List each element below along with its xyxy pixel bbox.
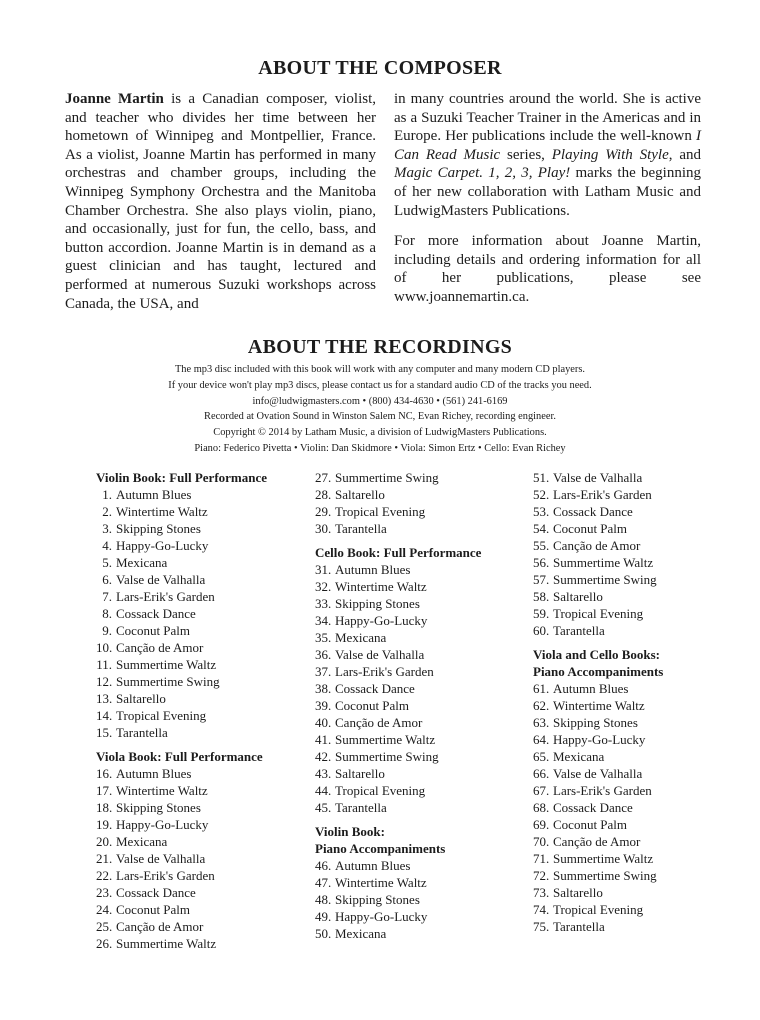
track-number: 50. — [315, 926, 332, 941]
track-number: 14. — [96, 708, 113, 723]
track-item — [96, 724, 296, 741]
track-title: Mexicana — [116, 834, 168, 849]
track-number: 17. — [96, 783, 113, 798]
track-number: 12. — [96, 674, 113, 689]
track-title: Tarantella — [553, 623, 605, 638]
track-title: Tarantella — [335, 800, 387, 815]
track-title: Autumn Blues — [553, 681, 629, 696]
composer-bio-left — [65, 90, 376, 313]
track-number: 23. — [96, 885, 113, 900]
track-number: 8. — [102, 606, 112, 621]
track-item — [533, 867, 733, 884]
track-item — [533, 605, 733, 622]
track-title: Tarantella — [553, 919, 605, 934]
track-title: Coconut Palm — [553, 817, 628, 832]
track-item — [96, 901, 296, 918]
track-title: Wintertime Waltz — [116, 783, 208, 798]
track-number: 71. — [533, 851, 550, 866]
track-item — [315, 782, 515, 799]
track-title: Canção de Amor — [116, 640, 204, 655]
track-number: 9. — [102, 623, 112, 638]
track-title: Saltarello — [553, 885, 603, 900]
track-item — [96, 537, 296, 554]
track-number: 32. — [315, 579, 332, 594]
recording-credits — [0, 409, 760, 457]
track-item — [315, 731, 515, 748]
section-title: Piano Accompaniments — [533, 664, 664, 679]
track-item — [315, 748, 515, 765]
track-title: Skipping Stones — [116, 800, 201, 815]
track-number: 43. — [315, 766, 332, 781]
track-item — [315, 663, 515, 680]
track-number: 37. — [315, 664, 332, 679]
track-item — [533, 799, 733, 816]
track-item — [533, 469, 733, 486]
bio-text-b: series, — [500, 146, 552, 163]
track-title: Saltarello — [335, 766, 385, 781]
track-item — [96, 918, 296, 935]
track-item — [96, 765, 296, 782]
track-number: 42. — [315, 749, 332, 764]
disc-note-1: The mp3 disc included with this book will work with any computer and many modern CD players. — [174, 364, 586, 375]
track-title: Summertime Waltz — [116, 657, 217, 672]
track-title: Skipping Stones — [116, 521, 201, 536]
track-title: Saltarello — [553, 589, 603, 604]
track-number: 26. — [96, 936, 113, 951]
track-item — [96, 520, 296, 537]
bio-text-c: , and — [668, 146, 702, 163]
track-item — [315, 646, 515, 663]
track-item — [96, 588, 296, 605]
track-item — [315, 857, 515, 874]
track-number: 35. — [315, 630, 332, 645]
track-title: Tarantella — [335, 521, 387, 536]
track-item — [533, 816, 733, 833]
track-number: 19. — [96, 817, 113, 832]
track-number: 5. — [102, 555, 112, 570]
track-item — [533, 918, 733, 935]
composer-bio-continued — [394, 90, 701, 220]
track-title: Wintertime Waltz — [335, 875, 427, 890]
track-title: Valse de Valhalla — [553, 470, 643, 485]
track-item — [96, 605, 296, 622]
track-item — [533, 622, 733, 639]
track-title: Summertime Waltz — [553, 851, 654, 866]
composer-heading: ABOUT THE COMPOSER — [258, 57, 502, 79]
track-item — [96, 782, 296, 799]
track-number: 60. — [533, 623, 550, 638]
track-title: Autumn Blues — [335, 562, 411, 577]
track-number: 69. — [533, 817, 550, 832]
credit-line-3: Piano: Federico Pivetta • Violin: Dan Skidmore • Viola: Simon Ertz • Cello: Evan Richey — [194, 443, 566, 454]
section-title: Viola Book: Full Performance — [96, 749, 263, 764]
track-title: Wintertime Waltz — [335, 579, 427, 594]
track-item — [96, 656, 296, 673]
track-item — [315, 561, 515, 578]
track-number: 34. — [315, 613, 332, 628]
track-title: Autumn Blues — [116, 766, 192, 781]
track-number: 1. — [102, 487, 112, 502]
track-title: Valse de Valhalla — [335, 647, 425, 662]
track-item — [315, 595, 515, 612]
track-item — [96, 639, 296, 656]
track-title: Tropical Evening — [335, 783, 426, 798]
track-title: Cossack Dance — [335, 681, 415, 696]
bio-text-a: in many countries around the world. She is active as a Suzuki Teacher Trainer in the Americas and in Europe. Her publications include the well-known — [394, 91, 701, 145]
track-title: Lars-Erik's Garden — [335, 664, 434, 679]
track-number: 56. — [533, 555, 550, 570]
track-item — [533, 833, 733, 850]
track-section — [315, 469, 515, 537]
track-item — [315, 503, 515, 520]
track-item — [533, 537, 733, 554]
track-section — [533, 646, 733, 935]
track-number: 51. — [533, 470, 550, 485]
track-title: Valse de Valhalla — [116, 572, 206, 587]
track-title: Coconut Palm — [116, 623, 191, 638]
track-item — [96, 486, 296, 503]
track-number: 4. — [102, 538, 112, 553]
track-title: Autumn Blues — [116, 487, 192, 502]
track-section — [96, 748, 296, 952]
track-title: Summertime Waltz — [335, 732, 436, 747]
track-item — [315, 469, 515, 486]
track-item — [533, 486, 733, 503]
track-title: Skipping Stones — [335, 596, 420, 611]
track-item — [533, 503, 733, 520]
track-number: 49. — [315, 909, 332, 924]
track-title: Canção de Amor — [335, 715, 423, 730]
composer-more-info: For more information about Joanne Martin, including details and ordering information for all of her publications, please see www.joannemartin.ca. — [394, 233, 701, 305]
track-number: 44. — [315, 783, 332, 798]
track-item — [533, 884, 733, 901]
track-title: Summertime Swing — [553, 572, 657, 587]
track-item — [533, 782, 733, 799]
composer-name: Joanne Martin — [65, 91, 164, 107]
track-item — [315, 680, 515, 697]
track-number: 74. — [533, 902, 550, 917]
track-number: 73. — [533, 885, 550, 900]
track-number: 3. — [102, 521, 112, 536]
track-title: Autumn Blues — [335, 858, 411, 873]
track-title: Cossack Dance — [553, 504, 633, 519]
track-column-3 — [533, 469, 733, 935]
track-item — [533, 554, 733, 571]
track-title: Coconut Palm — [116, 902, 191, 917]
track-section — [315, 544, 515, 816]
track-number: 11. — [96, 657, 112, 672]
track-number: 52. — [533, 487, 550, 502]
track-item — [533, 901, 733, 918]
track-title: Wintertime Waltz — [116, 504, 208, 519]
track-item — [96, 503, 296, 520]
track-number: 67. — [533, 783, 550, 798]
track-column-2 — [315, 469, 515, 942]
section-title: Cello Book: Full Performance — [315, 545, 482, 560]
track-number: 41. — [315, 732, 332, 747]
section-title: Violin Book: — [315, 824, 385, 839]
track-item — [96, 833, 296, 850]
track-title: Mexicana — [335, 630, 387, 645]
track-title: Canção de Amor — [553, 538, 641, 553]
track-title: Skipping Stones — [553, 715, 638, 730]
track-item — [533, 765, 733, 782]
track-number: 25. — [96, 919, 113, 934]
track-number: 59. — [533, 606, 550, 621]
track-title: Summertime Waltz — [553, 555, 654, 570]
track-number: 63. — [533, 715, 550, 730]
track-item — [315, 799, 515, 816]
track-number: 13. — [96, 691, 113, 706]
track-title: Tarantella — [116, 725, 168, 740]
track-title: Saltarello — [116, 691, 166, 706]
track-number: 16. — [96, 766, 113, 781]
track-item — [315, 714, 515, 731]
track-section — [96, 469, 296, 741]
track-item — [96, 571, 296, 588]
track-title: Summertime Waltz — [116, 936, 217, 951]
track-number: 38. — [315, 681, 332, 696]
track-item — [96, 707, 296, 724]
track-item — [315, 486, 515, 503]
track-number: 54. — [533, 521, 550, 536]
track-item — [533, 714, 733, 731]
track-title: Summertime Swing — [335, 470, 439, 485]
section-title: Piano Accompaniments — [315, 841, 446, 856]
track-item — [533, 850, 733, 867]
track-title: Mexicana — [335, 926, 387, 941]
track-number: 58. — [533, 589, 550, 604]
recordings-heading: ABOUT THE RECORDINGS — [247, 336, 513, 358]
track-title: Summertime Swing — [553, 868, 657, 883]
track-title: Happy-Go-Lucky — [335, 613, 428, 628]
track-item — [96, 867, 296, 884]
track-title: Mexicana — [116, 555, 168, 570]
track-number: 10. — [96, 640, 113, 655]
track-item — [96, 884, 296, 901]
track-title: Valse de Valhalla — [553, 766, 643, 781]
track-number: 47. — [315, 875, 332, 890]
track-number: 21. — [96, 851, 113, 866]
disc-note-2: If your device won't play mp3 discs, please contact us for a standard audio CD of the tracks you need. — [168, 380, 592, 391]
track-title: Tropical Evening — [553, 606, 644, 621]
track-number: 68. — [533, 800, 550, 815]
track-title: Happy-Go-Lucky — [335, 909, 428, 924]
track-title: Lars-Erik's Garden — [553, 783, 652, 798]
track-section — [315, 823, 515, 942]
contact-line: info@ludwigmasters.com • (800) 434-4630 • (561) 241-6169 — [252, 396, 508, 407]
composer-bio-right — [394, 90, 701, 319]
section-title: Viola and Cello Books: — [533, 647, 661, 662]
track-item — [315, 629, 515, 646]
track-number: 70. — [533, 834, 550, 849]
track-number: 22. — [96, 868, 113, 883]
track-title: Mexicana — [553, 749, 605, 764]
track-number: 24. — [96, 902, 113, 917]
track-item — [315, 520, 515, 537]
track-title: Saltarello — [335, 487, 385, 502]
track-number: 55. — [533, 538, 550, 553]
track-number: 7. — [102, 589, 112, 604]
series-title-3: Magic Carpet. 1, 2, 3, Play! — [394, 165, 571, 182]
disc-notes — [0, 362, 760, 410]
track-item — [315, 612, 515, 629]
track-number: 57. — [533, 572, 550, 587]
track-item — [533, 571, 733, 588]
track-number: 33. — [315, 596, 332, 611]
track-number: 46. — [315, 858, 332, 873]
track-number: 66. — [533, 766, 550, 781]
track-title: Lars-Erik's Garden — [553, 487, 652, 502]
track-item — [315, 891, 515, 908]
bio-text-d: marks the beginning of her new collaboration with Latham Music and LudwigMasters Publications. — [394, 165, 701, 219]
track-item — [96, 690, 296, 707]
track-item — [533, 680, 733, 697]
track-title: Tropical Evening — [335, 504, 426, 519]
track-title: Summertime Swing — [335, 749, 439, 764]
track-item — [315, 925, 515, 942]
track-number: 48. — [315, 892, 332, 907]
track-title: Lars-Erik's Garden — [116, 589, 215, 604]
track-title: Tropical Evening — [553, 902, 644, 917]
track-number: 40. — [315, 715, 332, 730]
track-item — [96, 850, 296, 867]
track-number: 53. — [533, 504, 550, 519]
track-section — [533, 469, 733, 639]
track-number: 31. — [315, 562, 332, 577]
track-title: Coconut Palm — [553, 521, 628, 536]
track-number: 62. — [533, 698, 550, 713]
credit-line-1: Recorded at Ovation Sound in Winston Salem NC, Evan Richey, recording engineer. — [204, 411, 556, 422]
track-number: 39. — [315, 698, 332, 713]
track-item — [533, 697, 733, 714]
track-number: 45. — [315, 800, 332, 815]
track-item — [315, 908, 515, 925]
track-number: 72. — [533, 868, 550, 883]
track-number: 15. — [96, 725, 113, 740]
track-title: Wintertime Waltz — [553, 698, 645, 713]
track-number: 18. — [96, 800, 113, 815]
track-number: 27. — [315, 470, 332, 485]
series-title-2: Playing With Style — [551, 146, 669, 163]
track-item — [533, 588, 733, 605]
track-column-1 — [96, 469, 296, 952]
track-title: Coconut Palm — [335, 698, 410, 713]
track-number: 64. — [533, 732, 550, 747]
track-title: Tropical Evening — [116, 708, 207, 723]
track-item — [315, 578, 515, 595]
track-number: 6. — [102, 572, 112, 587]
track-title: Canção de Amor — [116, 919, 204, 934]
track-number: 65. — [533, 749, 550, 764]
track-title: Happy-Go-Lucky — [116, 538, 209, 553]
track-title: Valse de Valhalla — [116, 851, 206, 866]
track-number: 28. — [315, 487, 332, 502]
track-item — [96, 816, 296, 833]
track-item — [315, 765, 515, 782]
composer-bio-left-text: is a Canadian composer, violist, and teacher who divides her time between her hometown of Winnipeg and Montpellier, France. As a violist, Joanne Martin has performed in many orchestras and chamber groups, including the Winnipeg Symphony Orchestra and the Manitoba Chamber Orchestra. She also plays violin, piano, and occasionally, just for fun, the cello, bass, and button accordion. Joanne Martin is in demand as a guest clinician and has taught, lectured and performed at numerous Suzuki workshops across Canada, the USA, and — [65, 91, 377, 312]
series-title-1: I Can Read Music — [394, 128, 701, 163]
track-item — [533, 748, 733, 765]
track-item — [96, 622, 296, 639]
track-item — [315, 874, 515, 891]
track-number: 61. — [533, 681, 550, 696]
track-item — [533, 731, 733, 748]
track-number: 20. — [96, 834, 113, 849]
track-title: Cossack Dance — [116, 885, 196, 900]
track-title: Lars-Erik's Garden — [116, 868, 215, 883]
track-title: Skipping Stones — [335, 892, 420, 907]
track-item — [315, 697, 515, 714]
credit-line-2: Copyright © 2014 by Latham Music, a division of LudwigMasters Publications. — [213, 427, 547, 438]
track-title: Happy-Go-Lucky — [116, 817, 209, 832]
track-item — [96, 673, 296, 690]
track-number: 2. — [102, 504, 112, 519]
track-title: Canção de Amor — [553, 834, 641, 849]
track-number: 75. — [533, 919, 550, 934]
track-item — [96, 554, 296, 571]
track-item — [96, 799, 296, 816]
track-title: Happy-Go-Lucky — [553, 732, 646, 747]
track-title: Cossack Dance — [116, 606, 196, 621]
track-number: 36. — [315, 647, 332, 662]
track-item — [533, 520, 733, 537]
track-title: Cossack Dance — [553, 800, 633, 815]
track-title: Summertime Swing — [116, 674, 220, 689]
track-number: 30. — [315, 521, 332, 536]
track-item — [96, 935, 296, 952]
section-title: Violin Book: Full Performance — [96, 470, 268, 485]
track-number: 29. — [315, 504, 332, 519]
